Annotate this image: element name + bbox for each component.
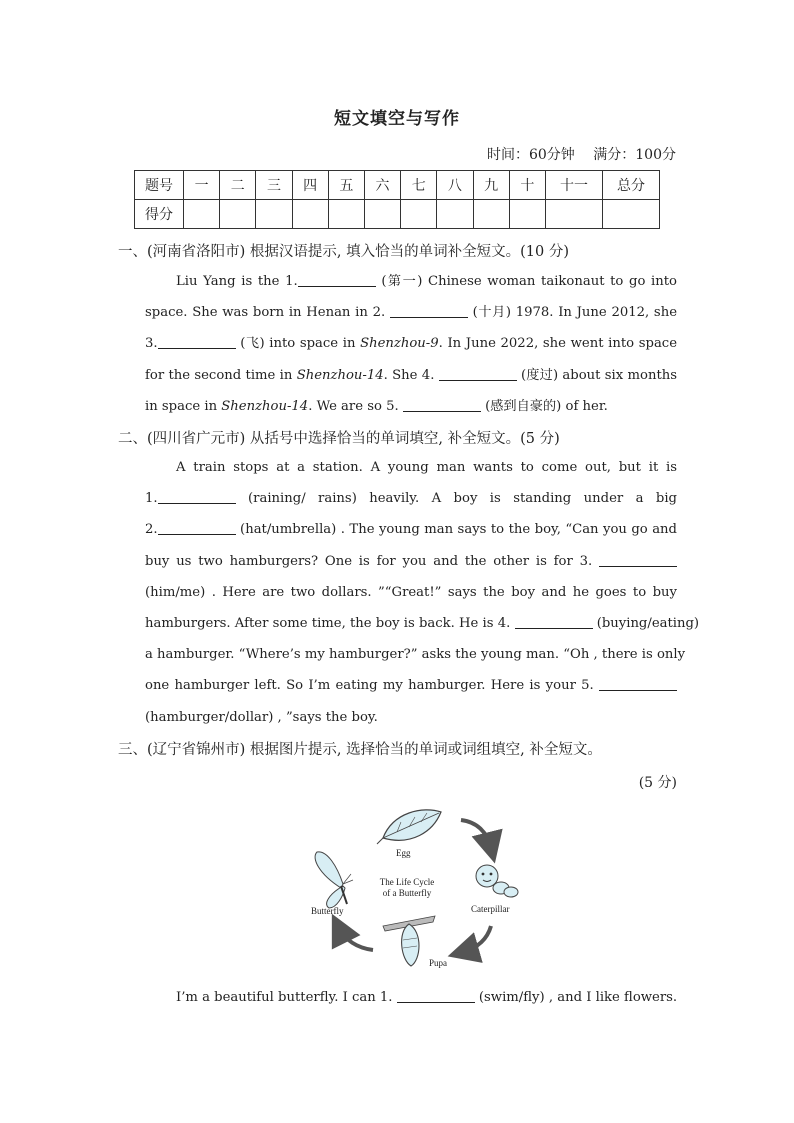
section2-heading: 二、(四川省广元市) 从括号中选择恰当的单词填空, 补全短文。(5 分) [118, 431, 560, 447]
answer-blank[interactable] [158, 520, 236, 535]
passage-text: . She 4. [383, 367, 439, 383]
arrow-egg-to-caterpillar [461, 820, 491, 848]
passage-line [145, 546, 677, 577]
time-limit: 时间：60分钟 [486, 147, 575, 163]
passage-text: (hat/umbrella) . The young man says to the boy, “Can you go and [235, 522, 677, 538]
section1-passage [145, 266, 677, 422]
passage-text: for the second time in [145, 367, 297, 383]
answer-blank[interactable] [599, 676, 677, 691]
passage-text: (第一) Chinese woman taikonaut to go into [375, 274, 677, 289]
passage-line [145, 639, 686, 670]
arrow-pupa-to-butterfly [339, 928, 373, 950]
answer-blank[interactable] [390, 303, 468, 318]
passage-text: (十月) 1978. In June 2012, she [467, 305, 678, 321]
col-header: 八 [437, 171, 473, 200]
score-cell[interactable] [328, 200, 364, 229]
answer-blank[interactable] [439, 366, 517, 381]
passage-line [145, 670, 677, 701]
center-title-line1: The Life Cycle [379, 877, 435, 887]
exam-meta [487, 144, 676, 164]
answer-blank[interactable] [515, 614, 593, 629]
col-header: 二 [220, 171, 256, 200]
score-cell[interactable] [546, 200, 603, 229]
butterfly-icon [315, 852, 353, 908]
row-label-question: 题号 [135, 171, 184, 200]
score-cell[interactable] [292, 200, 328, 229]
pupa-label: Pupa [429, 958, 447, 968]
passage-line [145, 360, 677, 391]
passage-text: 3. [145, 336, 158, 352]
passage-text: buy us two hamburgers? One is for you and the other is for 3. [145, 553, 599, 569]
egg-label: Egg [396, 848, 411, 858]
passage-text: in space in [145, 398, 222, 414]
passage-line [145, 483, 677, 514]
spacecraft-name: Shenzhou-14 [221, 398, 309, 414]
section1-heading: 一、(河南省洛阳市) 根据汉语提示, 填入恰当的单词补全短文。(10 分) [118, 244, 570, 260]
passage-line [145, 452, 677, 483]
score-cell[interactable] [256, 200, 292, 229]
passage-line [145, 514, 677, 545]
passage-text: (hamburger/dollar) , ”says the boy. [145, 709, 378, 725]
caterpillar-icon [476, 865, 518, 897]
col-header: 总分 [603, 171, 660, 200]
passage-text: space. She was born in Henan in 2. [145, 305, 390, 321]
col-header: 三 [256, 171, 292, 200]
leaf-egg-icon [377, 810, 441, 844]
score-cell[interactable] [509, 200, 545, 229]
score-cell[interactable] [401, 200, 437, 229]
col-header: 一 [184, 171, 220, 200]
page-title: 短文填空与写作 [334, 109, 460, 129]
score-cell[interactable] [364, 200, 400, 229]
score-cell[interactable] [473, 200, 509, 229]
passage-text: I’m a beautiful butterfly. I can 1. [176, 990, 397, 1005]
passage-text: . In June 2022, she went into space [438, 336, 677, 352]
score-cell[interactable] [603, 200, 660, 229]
question-number-row [135, 171, 660, 200]
arrow-caterpillar-to-pupa [463, 926, 491, 952]
figure-center-title [377, 877, 437, 899]
passage-text: (him/me) . Here are two dollars. ”“Great!” says the boy and he goes to buy [145, 584, 677, 600]
passage-text: a hamburger. “Where’s my hamburger?” asks the young man. “Oh , there is only [145, 647, 686, 663]
row-label-score: 得分 [135, 200, 184, 229]
answer-blank[interactable] [158, 489, 236, 504]
passage-line [145, 577, 677, 608]
answer-blank[interactable] [298, 272, 376, 287]
score-cell[interactable] [437, 200, 473, 229]
passage-text: 2. [145, 522, 158, 538]
passage-text: Liu Yang is the 1. [176, 274, 298, 289]
col-header: 七 [401, 171, 437, 200]
section3-passage-line [176, 988, 678, 1005]
passage-text: (raining/ rains) heavily. A boy is standing under a big [235, 491, 677, 507]
answer-blank[interactable] [397, 988, 475, 1003]
passage-text: one hamburger left. So I’m eating my hamburger. Here is your 5. [145, 678, 599, 694]
passage-text: (buying/eating) [592, 615, 700, 631]
passage-text: 1. [145, 491, 158, 507]
passage-line [145, 702, 677, 733]
answer-blank[interactable] [599, 552, 677, 567]
score-cell[interactable] [220, 200, 256, 229]
spacecraft-name: Shenzhou-9 [360, 336, 439, 352]
section3-heading: 三、(辽宁省锦州市) 根据图片提示, 选择恰当的单词或词组填空, 补全短文。 [118, 742, 602, 758]
passage-text: (感到自豪的) of her. [480, 398, 608, 414]
full-score: 满分：100分 [593, 147, 676, 163]
passage-text: (度过) about six months [516, 367, 678, 383]
score-table [134, 170, 660, 229]
passage-line [145, 297, 677, 328]
passage-line [145, 608, 700, 639]
spacecraft-name: Shenzhou-14 [296, 367, 384, 383]
col-header: 九 [473, 171, 509, 200]
col-header: 十 [509, 171, 545, 200]
passage-text: hamburgers. After some time, the boy is back. He is 4. [145, 615, 515, 631]
section3-points: (5 分) [638, 775, 677, 791]
col-header: 四 [292, 171, 328, 200]
answer-blank[interactable] [158, 334, 236, 349]
passage-text: A train stops at a station. A young man wants to come out, but it is [176, 460, 677, 475]
passage-line [145, 391, 677, 422]
score-cell[interactable] [184, 200, 220, 229]
pupa-icon [383, 916, 435, 966]
col-header: 六 [364, 171, 400, 200]
passage-text: (swim/fly) , and I like flowers. [474, 990, 678, 1005]
passage-line [145, 266, 677, 297]
caterpillar-label: Caterpillar [471, 904, 510, 914]
butterfly-life-cycle-figure [305, 800, 525, 975]
col-header: 五 [328, 171, 364, 200]
section2-passage [145, 452, 700, 733]
center-title-line2: of a Butterfly [382, 888, 432, 898]
passage-text: . We are so 5. [308, 398, 403, 414]
passage-line [145, 328, 677, 359]
passage-text: (飞) into space in [235, 336, 361, 352]
col-header: 十一 [546, 171, 603, 200]
answer-blank[interactable] [403, 397, 481, 412]
butterfly-label: Butterfly [311, 906, 344, 916]
score-row [135, 200, 660, 229]
